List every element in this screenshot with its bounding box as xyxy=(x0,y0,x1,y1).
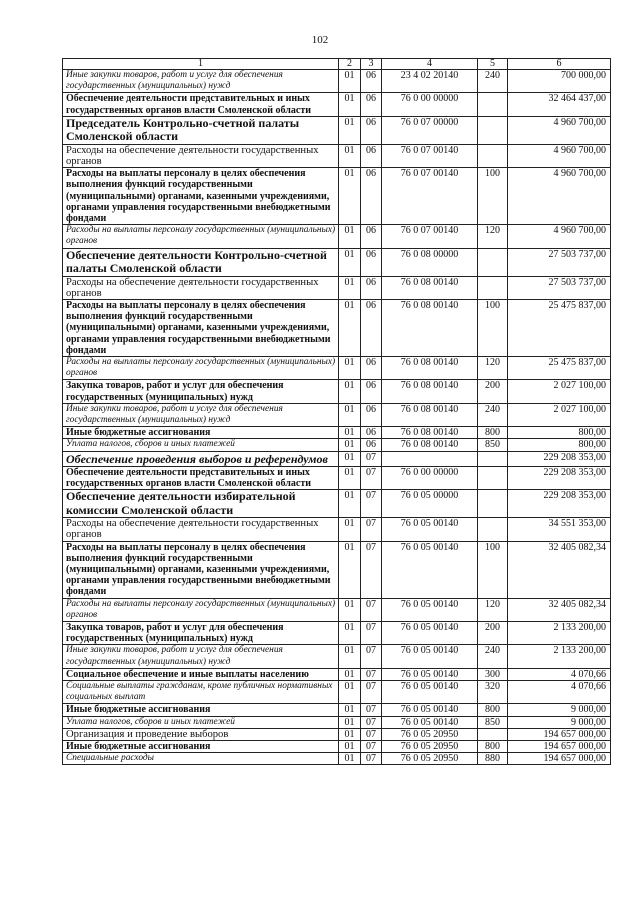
row-target-code-cell: 76 0 05 00140 xyxy=(382,598,478,621)
row-expense-type-cell: 850 xyxy=(478,716,508,728)
row-target-code-cell: 76 0 08 00140 xyxy=(382,427,478,439)
row-section-cell: 01 xyxy=(339,93,361,116)
row-amount-cell: 800,00 xyxy=(508,427,611,439)
row-amount-cell: 194 657 000,00 xyxy=(508,728,611,740)
row-section-cell: 01 xyxy=(339,541,361,598)
table-row xyxy=(63,466,611,489)
row-section-cell: 01 xyxy=(339,276,361,299)
table-row xyxy=(63,704,611,716)
row-expense-type-cell xyxy=(478,451,508,466)
row-target-code-cell: 76 0 07 00000 xyxy=(382,116,478,144)
row-name-cell: Расходы на выплаты персоналу государственных (муниципальных) органов xyxy=(63,225,339,248)
row-target-code-cell: 76 0 05 00140 xyxy=(382,680,478,703)
row-subsection-cell: 06 xyxy=(361,427,382,439)
row-target-code-cell: 76 0 05 20950 xyxy=(382,728,478,740)
row-subsection-cell: 06 xyxy=(361,93,382,116)
table-row xyxy=(63,439,611,451)
table-row xyxy=(63,728,611,740)
row-subsection-cell: 07 xyxy=(361,645,382,668)
row-amount-cell: 34 551 353,00 xyxy=(508,518,611,541)
row-section-cell: 01 xyxy=(339,300,361,357)
row-expense-type-cell: 200 xyxy=(478,380,508,403)
row-target-code-cell: 76 0 05 00140 xyxy=(382,518,478,541)
row-subsection-cell: 07 xyxy=(361,740,382,752)
row-name-cell: Обеспечение деятельности избирательной комиссии Смоленской области xyxy=(63,490,339,518)
row-name-cell: Закупка товаров, работ и услуг для обеспечения государственных (муниципальных) нужд xyxy=(63,380,339,403)
table-row xyxy=(63,668,611,680)
row-section-cell: 01 xyxy=(339,439,361,451)
row-target-code-cell: 23 4 02 20140 xyxy=(382,70,478,93)
row-name-cell: Социальное обеспечение и иные выплаты населению xyxy=(63,668,339,680)
row-expense-type-cell: 240 xyxy=(478,70,508,93)
row-expense-type-cell: 800 xyxy=(478,704,508,716)
row-target-code-cell: 76 0 08 00140 xyxy=(382,276,478,299)
row-name-cell: Расходы на выплаты персоналу в целях обеспечения выполнения функций государственными (муниципальными) органами, казенными учреждениями, органами управления государственными внебюджетными фондами xyxy=(63,541,339,598)
row-amount-cell: 32 405 082,34 xyxy=(508,598,611,621)
row-expense-type-cell: 100 xyxy=(478,541,508,598)
table-row xyxy=(63,518,611,541)
row-subsection-cell: 07 xyxy=(361,668,382,680)
row-name-cell: Уплата налогов, сборов и иных платежей xyxy=(63,439,339,451)
row-expense-type-cell xyxy=(478,116,508,144)
row-expense-type-cell: 240 xyxy=(478,645,508,668)
table-row xyxy=(63,300,611,357)
table-row xyxy=(63,93,611,116)
row-amount-cell: 4 960 700,00 xyxy=(508,225,611,248)
row-amount-cell: 4 960 700,00 xyxy=(508,168,611,225)
table-body xyxy=(63,70,611,765)
row-expense-type-cell: 200 xyxy=(478,621,508,644)
row-name-cell: Обеспечение деятельности представительных и иных государственных органов власти Смоленской области xyxy=(63,466,339,489)
row-expense-type-cell xyxy=(478,248,508,276)
row-name-cell: Закупка товаров, работ и услуг для обеспечения государственных (муниципальных) нужд xyxy=(63,621,339,644)
row-subsection-cell: 07 xyxy=(361,598,382,621)
row-amount-cell: 4 070,66 xyxy=(508,680,611,703)
row-target-code-cell: 76 0 05 00140 xyxy=(382,668,478,680)
row-target-code-cell: 76 0 08 00000 xyxy=(382,248,478,276)
row-target-code-cell: 76 0 05 20950 xyxy=(382,740,478,752)
row-target-code-cell: 76 0 05 00140 xyxy=(382,541,478,598)
table-row xyxy=(63,490,611,518)
row-name-cell: Иные закупки товаров, работ и услуг для обеспечения государственных (муниципальных) нужд xyxy=(63,403,339,426)
row-target-code-cell: 76 0 07 00140 xyxy=(382,144,478,167)
row-section-cell: 01 xyxy=(339,380,361,403)
table-row xyxy=(63,680,611,703)
row-target-code-cell: 76 0 05 00000 xyxy=(382,490,478,518)
row-amount-cell: 4 070,66 xyxy=(508,668,611,680)
row-section-cell: 01 xyxy=(339,168,361,225)
row-expense-type-cell xyxy=(478,490,508,518)
row-subsection-cell: 07 xyxy=(361,451,382,466)
row-subsection-cell: 07 xyxy=(361,753,382,765)
table-row xyxy=(63,168,611,225)
row-amount-cell: 25 475 837,00 xyxy=(508,357,611,380)
row-expense-type-cell: 100 xyxy=(478,168,508,225)
row-subsection-cell: 06 xyxy=(361,168,382,225)
row-expense-type-cell xyxy=(478,518,508,541)
row-subsection-cell: 07 xyxy=(361,541,382,598)
row-amount-cell: 9 000,00 xyxy=(508,704,611,716)
row-name-cell: Расходы на обеспечение деятельности государственных органов xyxy=(63,518,339,541)
row-expense-type-cell: 240 xyxy=(478,403,508,426)
row-expense-type-cell xyxy=(478,144,508,167)
row-amount-cell: 2 133 200,00 xyxy=(508,621,611,644)
row-amount-cell: 4 960 700,00 xyxy=(508,116,611,144)
row-section-cell: 01 xyxy=(339,753,361,765)
row-name-cell: Расходы на выплаты персоналу государственных (муниципальных) органов xyxy=(63,357,339,380)
row-name-cell: Обеспечение деятельности Контрольно-счетной палаты Смоленской области xyxy=(63,248,339,276)
row-name-cell: Иные закупки товаров, работ и услуг для обеспечения государственных (муниципальных) нужд xyxy=(63,70,339,93)
row-name-cell: Расходы на выплаты персоналу в целях обеспечения выполнения функций государственными (муниципальными) органами, казенными учреждениями, органами управления государственными внебюджетными фондами xyxy=(63,168,339,225)
table-row xyxy=(63,621,611,644)
row-amount-cell: 229 208 353,00 xyxy=(508,490,611,518)
table-row xyxy=(63,716,611,728)
row-target-code-cell: 76 0 07 00140 xyxy=(382,168,478,225)
row-name-cell: Расходы на выплаты персоналу государственных (муниципальных) органов xyxy=(63,598,339,621)
row-target-code-cell: 76 0 00 00000 xyxy=(382,466,478,489)
row-target-code-cell: 76 0 05 00140 xyxy=(382,621,478,644)
row-amount-cell: 27 503 737,00 xyxy=(508,276,611,299)
row-section-cell: 01 xyxy=(339,225,361,248)
row-target-code-cell: 76 0 08 00140 xyxy=(382,357,478,380)
row-amount-cell: 700 000,00 xyxy=(508,70,611,93)
row-subsection-cell: 07 xyxy=(361,728,382,740)
row-target-code-cell: 76 0 05 00140 xyxy=(382,716,478,728)
row-expense-type-cell: 850 xyxy=(478,439,508,451)
budget-table xyxy=(62,58,611,765)
table-row xyxy=(63,70,611,93)
row-section-cell: 01 xyxy=(339,490,361,518)
row-expense-type-cell xyxy=(478,728,508,740)
table-row xyxy=(63,541,611,598)
row-target-code-cell: 76 0 08 00140 xyxy=(382,403,478,426)
row-expense-type-cell: 120 xyxy=(478,598,508,621)
row-section-cell: 01 xyxy=(339,248,361,276)
table-row xyxy=(63,225,611,248)
header-col-1: 1 xyxy=(63,59,339,70)
row-section-cell: 01 xyxy=(339,427,361,439)
row-amount-cell: 194 657 000,00 xyxy=(508,740,611,752)
row-name-cell: Председатель Контрольно-счетной палаты Смоленской области xyxy=(63,116,339,144)
row-expense-type-cell: 320 xyxy=(478,680,508,703)
row-subsection-cell: 06 xyxy=(361,276,382,299)
table-header-row xyxy=(63,59,611,70)
row-subsection-cell: 07 xyxy=(361,621,382,644)
row-target-code-cell: 76 0 08 00140 xyxy=(382,439,478,451)
row-subsection-cell: 07 xyxy=(361,518,382,541)
page-number: 102 xyxy=(311,34,329,46)
table-row xyxy=(63,248,611,276)
row-section-cell: 01 xyxy=(339,621,361,644)
row-subsection-cell: 07 xyxy=(361,704,382,716)
row-subsection-cell: 06 xyxy=(361,300,382,357)
row-amount-cell: 4 960 700,00 xyxy=(508,144,611,167)
row-name-cell: Расходы на выплаты персоналу в целях обеспечения выполнения функций государственными (муниципальными) органами, казенными учреждениями, органами управления государственными внебюджетными фондами xyxy=(63,300,339,357)
header-col-2: 2 xyxy=(339,59,361,70)
row-name-cell: Обеспечение деятельности представительных и иных государственных органов власти Смоленской области xyxy=(63,93,339,116)
row-amount-cell: 25 475 837,00 xyxy=(508,300,611,357)
row-section-cell: 01 xyxy=(339,728,361,740)
row-section-cell: 01 xyxy=(339,645,361,668)
table-row xyxy=(63,403,611,426)
table-row xyxy=(63,427,611,439)
row-expense-type-cell: 800 xyxy=(478,740,508,752)
row-subsection-cell: 06 xyxy=(361,403,382,426)
row-expense-type-cell: 120 xyxy=(478,225,508,248)
table-row xyxy=(63,357,611,380)
row-amount-cell: 2 133 200,00 xyxy=(508,645,611,668)
row-section-cell: 01 xyxy=(339,716,361,728)
row-section-cell: 01 xyxy=(339,668,361,680)
row-target-code-cell: 76 0 07 00140 xyxy=(382,225,478,248)
row-name-cell: Социальные выплаты гражданам, кроме публичных нормативных социальных выплат xyxy=(63,680,339,703)
row-section-cell: 01 xyxy=(339,704,361,716)
table-row xyxy=(63,451,611,466)
row-subsection-cell: 07 xyxy=(361,680,382,703)
row-expense-type-cell: 880 xyxy=(478,753,508,765)
row-amount-cell: 229 208 353,00 xyxy=(508,451,611,466)
row-name-cell: Иные бюджетные ассигнования xyxy=(63,427,339,439)
row-name-cell: Иные бюджетные ассигнования xyxy=(63,740,339,752)
row-name-cell: Расходы на обеспечение деятельности государственных органов xyxy=(63,144,339,167)
row-amount-cell: 2 027 100,00 xyxy=(508,380,611,403)
row-name-cell: Иные закупки товаров, работ и услуг для обеспечения государственных (муниципальных) нужд xyxy=(63,645,339,668)
row-name-cell: Уплата налогов, сборов и иных платежей xyxy=(63,716,339,728)
row-amount-cell: 32 405 082,34 xyxy=(508,541,611,598)
table-row xyxy=(63,740,611,752)
table-row xyxy=(63,645,611,668)
row-amount-cell: 194 657 000,00 xyxy=(508,753,611,765)
row-amount-cell: 32 464 437,00 xyxy=(508,93,611,116)
row-subsection-cell: 06 xyxy=(361,70,382,93)
row-amount-cell: 9 000,00 xyxy=(508,716,611,728)
row-expense-type-cell xyxy=(478,93,508,116)
row-subsection-cell: 06 xyxy=(361,248,382,276)
row-name-cell: Иные бюджетные ассигнования xyxy=(63,704,339,716)
row-subsection-cell: 07 xyxy=(361,466,382,489)
header-col-5: 5 xyxy=(478,59,508,70)
row-target-code-cell: 76 0 00 00000 xyxy=(382,93,478,116)
row-expense-type-cell xyxy=(478,276,508,299)
row-expense-type-cell xyxy=(478,466,508,489)
header-col-3: 3 xyxy=(361,59,382,70)
row-subsection-cell: 06 xyxy=(361,357,382,380)
row-name-cell: Организация и проведение выборов xyxy=(63,728,339,740)
row-subsection-cell: 06 xyxy=(361,144,382,167)
row-target-code-cell: 76 0 05 20950 xyxy=(382,753,478,765)
row-section-cell: 01 xyxy=(339,740,361,752)
row-section-cell: 01 xyxy=(339,598,361,621)
row-target-code-cell xyxy=(382,451,478,466)
header-col-6: 6 xyxy=(508,59,611,70)
row-section-cell: 01 xyxy=(339,116,361,144)
row-subsection-cell: 06 xyxy=(361,116,382,144)
table-row xyxy=(63,116,611,144)
row-amount-cell: 27 503 737,00 xyxy=(508,248,611,276)
row-subsection-cell: 06 xyxy=(361,380,382,403)
row-section-cell: 01 xyxy=(339,680,361,703)
table-row xyxy=(63,598,611,621)
table-row xyxy=(63,276,611,299)
row-expense-type-cell: 120 xyxy=(478,357,508,380)
row-target-code-cell: 76 0 08 00140 xyxy=(382,380,478,403)
row-section-cell: 01 xyxy=(339,357,361,380)
table-row xyxy=(63,380,611,403)
row-section-cell: 01 xyxy=(339,403,361,426)
row-expense-type-cell: 800 xyxy=(478,427,508,439)
row-expense-type-cell: 100 xyxy=(478,300,508,357)
row-target-code-cell: 76 0 05 00140 xyxy=(382,645,478,668)
row-subsection-cell: 07 xyxy=(361,490,382,518)
row-amount-cell: 229 208 353,00 xyxy=(508,466,611,489)
row-section-cell: 01 xyxy=(339,518,361,541)
row-target-code-cell: 76 0 05 00140 xyxy=(382,704,478,716)
row-section-cell: 01 xyxy=(339,144,361,167)
row-subsection-cell: 06 xyxy=(361,225,382,248)
table-row xyxy=(63,144,611,167)
row-section-cell: 01 xyxy=(339,451,361,466)
table-row xyxy=(63,753,611,765)
row-subsection-cell: 06 xyxy=(361,439,382,451)
row-name-cell: Расходы на обеспечение деятельности государственных органов xyxy=(63,276,339,299)
row-amount-cell: 800,00 xyxy=(508,439,611,451)
row-section-cell: 01 xyxy=(339,466,361,489)
row-section-cell: 01 xyxy=(339,70,361,93)
row-expense-type-cell: 300 xyxy=(478,668,508,680)
row-subsection-cell: 07 xyxy=(361,716,382,728)
row-target-code-cell: 76 0 08 00140 xyxy=(382,300,478,357)
row-name-cell: Специальные расходы xyxy=(63,753,339,765)
row-name-cell: Обеспечение проведения выборов и референдумов xyxy=(63,451,339,466)
header-col-4: 4 xyxy=(382,59,478,70)
row-amount-cell: 2 027 100,00 xyxy=(508,403,611,426)
